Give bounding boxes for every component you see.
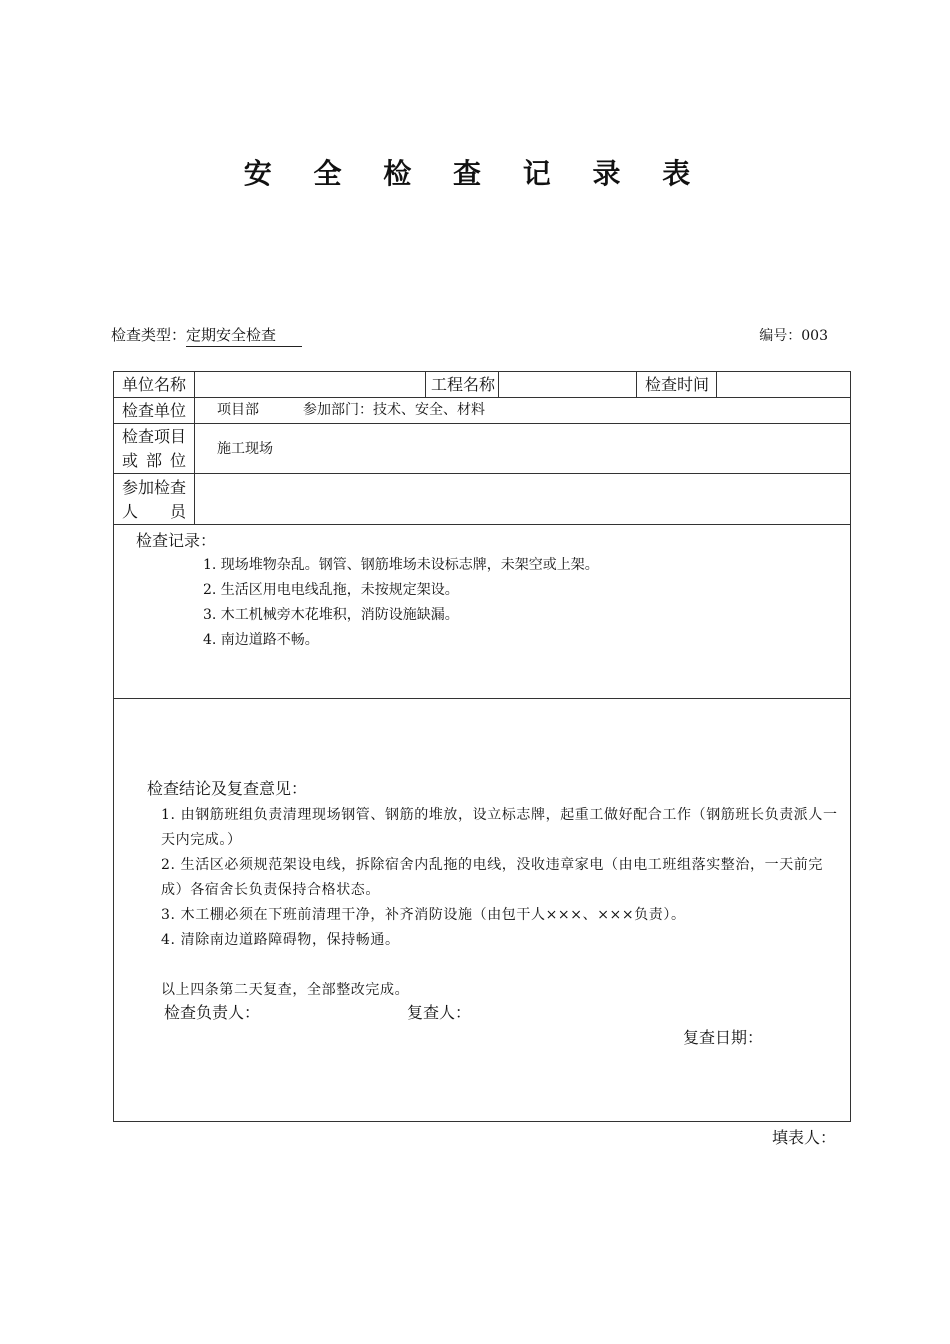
record-item: 2. 生活区用电电线乱拖，未按规定架设。 [203, 582, 459, 598]
serial-value: 003 [801, 328, 828, 344]
inspection-unit-label: 检查单位 [114, 398, 195, 423]
label-char: 员 [169, 502, 186, 521]
label-char: 人 [122, 502, 139, 521]
participating-dept-value: 技术、安全、材料 [373, 402, 485, 418]
row-unit-project-time [114, 372, 850, 398]
serial-label: 编号： [759, 328, 802, 344]
conclusion-item: 3. 木工棚必须在下班前清理干净，补齐消防设施（由包干人×××、×××负责）。 [161, 907, 686, 923]
inspection-type-label: 检查类型： [111, 326, 187, 344]
inspection-item-label-line2 [122, 449, 186, 473]
document-title: 安 全 检 查 记 录 表 [243, 157, 707, 190]
record-table [113, 371, 851, 1122]
conclusion-title: 检查结论及复查意见： [147, 779, 308, 798]
serial-number [759, 326, 828, 346]
participating-dept-label: 参加部门： [303, 402, 373, 418]
participants-label [114, 474, 195, 524]
conclusion-section [114, 699, 850, 1121]
participants-label-line2 [122, 500, 186, 524]
inspection-record-section [114, 525, 850, 699]
inspection-unit-text: 项目部 [217, 402, 259, 418]
row-inspection-item [114, 424, 850, 474]
inspection-time-value [717, 372, 850, 397]
unit-name-label: 单位名称 [114, 372, 195, 397]
project-name-label: 工程名称 [426, 372, 499, 397]
project-name-value [499, 372, 637, 397]
inspection-type-value: 定期安全检查 [186, 324, 302, 347]
row-inspection-unit [114, 398, 850, 424]
participants-value [195, 474, 850, 524]
conclusion-list [161, 803, 841, 1003]
inspection-item-value: 施工现场 [217, 441, 273, 457]
inspection-time-label: 检查时间 [637, 372, 717, 397]
reviewer-signature-label: 复查人： [407, 1003, 472, 1022]
inspection-type [111, 324, 302, 347]
inspection-item-label [114, 424, 195, 473]
record-item: 4. 南边道路不畅。 [203, 632, 319, 648]
review-date-label: 复查日期： [683, 1028, 764, 1047]
conclusion-item: 1. 由钢筋班组负责清理现场钢管、钢筋的堆放，设立标志牌，起重工做好配合工作（钢筋班长负责派人一天内完成。） [161, 807, 838, 848]
inspector-signature-label: 检查负责人： [164, 1003, 261, 1022]
row-participants [114, 474, 850, 525]
conclusion-item: 2. 生活区必须规范架设电线，拆除宿舍内乱拖的电线，没收违章家电（由电工班组落实整治，一天前完成）各宿舍长负责保持合格状态。 [161, 857, 824, 898]
inspection-record-list [203, 553, 599, 653]
label-char: 部 [145, 451, 162, 470]
record-item: 3. 木工机械旁木花堆积，消防设施缺漏。 [203, 607, 459, 623]
inspection-item-label-line1: 检查项目 [122, 427, 187, 446]
label-char: 或 [122, 451, 139, 470]
inspection-unit-value [195, 398, 850, 423]
conclusion-summary: 以上四条第二天复查，全部整改完成。 [161, 982, 410, 998]
participants-label-line1: 参加检查 [122, 478, 187, 497]
filler-signature-label: 填表人： [771, 1128, 836, 1147]
inspection-record-title: 检查记录： [136, 531, 217, 550]
label-char: 位 [169, 451, 186, 470]
record-item: 1. 现场堆物杂乱。钢管、钢筋堆场未设标志牌，未架空或上架。 [203, 557, 599, 573]
conclusion-item: 4. 清除南边道路障碍物，保持畅通。 [161, 932, 400, 948]
unit-name-value [195, 372, 426, 397]
